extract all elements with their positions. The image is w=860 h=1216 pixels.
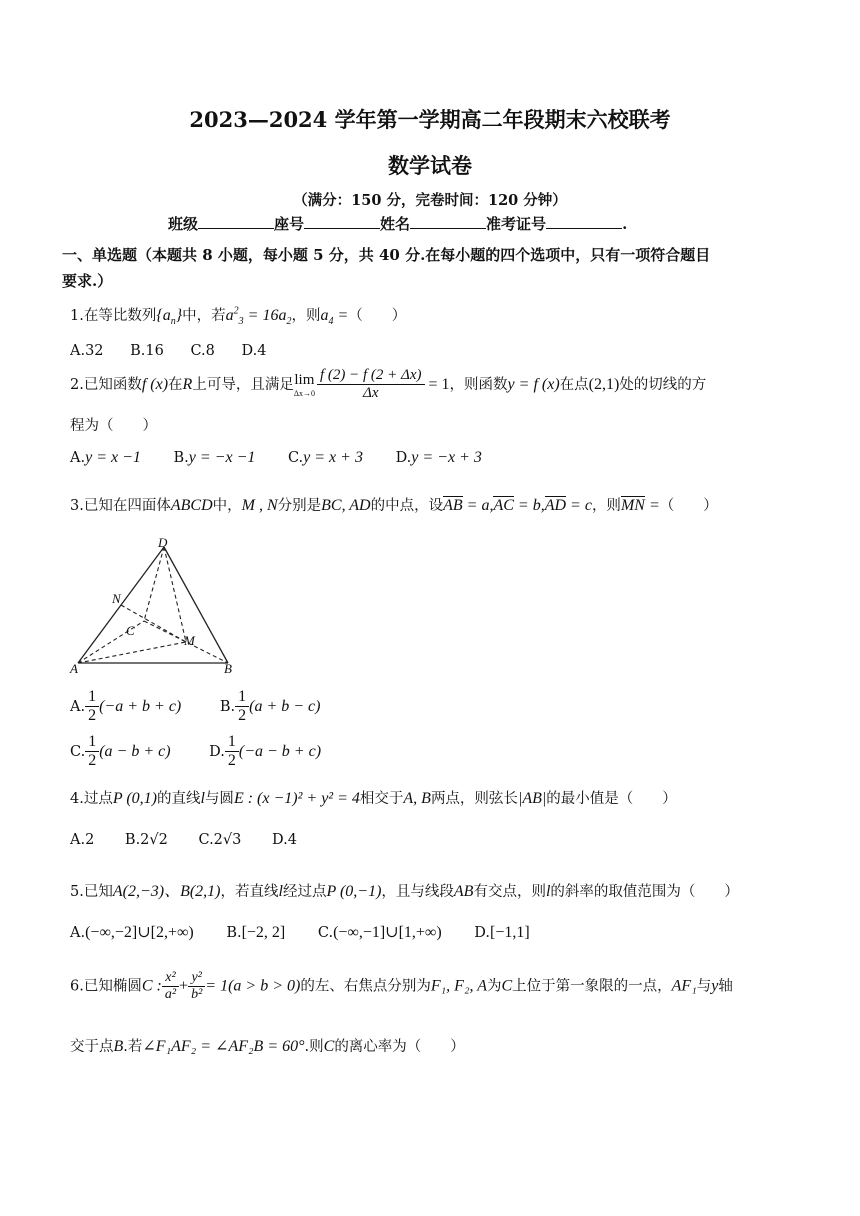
q6-C2: C (501, 977, 513, 995)
question-4 (70, 787, 677, 808)
field-seat-label: 座号 (274, 215, 305, 233)
q3-text-e: ，则 (591, 498, 621, 514)
name-blank[interactable] (410, 214, 486, 229)
q2-point: (2,1) (588, 375, 620, 393)
label-M: M (184, 633, 195, 648)
q3-option-b[interactable]: B. $\frac{1}{2}$ (a + b − c) (219, 688, 321, 725)
q5-text-c: 经过点 (282, 884, 327, 900)
field-end: . (622, 215, 628, 233)
q4-text-f: 的最小值是（ ） (546, 791, 677, 807)
q2-option-d[interactable]: D.y = −x + 3 (395, 449, 482, 466)
q1-option-d[interactable]: D.4 (241, 343, 267, 359)
q6-cond: = 1(a > b > 0) (205, 977, 301, 995)
q3-vectors: AB = a,AC = b,AD = c (443, 497, 592, 514)
q2-text-b: 在 (168, 376, 183, 393)
q2-line2: 程为（ ） (70, 418, 157, 434)
q4-options (70, 832, 297, 848)
q5-AB: AB (453, 883, 474, 900)
q4-text-e: 两点，则弦长 (430, 791, 518, 807)
q1-text-b: 中，若 (182, 308, 226, 324)
q5-text-d: ，且与线段 (381, 884, 454, 900)
q2-text-d: ，则函数 (449, 376, 508, 393)
q6-B: B (113, 1038, 124, 1055)
field-name-label: 姓名 (380, 215, 411, 233)
question-2 (70, 367, 706, 403)
q5-text-f: 的斜率的取值范围为（ ） (550, 884, 739, 900)
question-3 (70, 494, 718, 515)
q5-option-b[interactable]: B.[−2, 2] (226, 924, 286, 941)
q5-option-a[interactable]: A.(−∞,−2]∪[2,+∞) (70, 924, 194, 941)
question-1 (70, 304, 406, 327)
q2-text-c: 上可导，且满足 (192, 376, 294, 393)
q1-ask: $a_4$ = (320, 307, 349, 328)
label-C: C (126, 623, 135, 638)
q6-angle: ∠F₁AF₂ = ∠AF₂B = 60° (142, 1038, 305, 1055)
q6-AF: AF₁ (671, 977, 697, 995)
q3-text-c: 分别是 (277, 498, 322, 514)
seat-blank[interactable] (304, 214, 380, 229)
q6-C3: C (323, 1038, 335, 1055)
q4-text-a: 4.过点 (70, 791, 113, 807)
q4-option-d[interactable]: D.4 (272, 832, 297, 848)
q3-bcad: BC, AD (321, 497, 371, 514)
q3-text-b: 中， (212, 498, 242, 514)
q4-text-b: 的直线 (156, 791, 201, 807)
field-ticket-label: 准考证号 (486, 215, 547, 233)
q1-options (70, 343, 266, 359)
q4-P: P (0,1) (112, 790, 157, 807)
q6-text-c: 为 (486, 978, 502, 995)
q5-points: A(2,−3)、B(2,1) (112, 883, 221, 900)
q5-P: P (0,−1) (326, 883, 382, 900)
q3-options-row1 (70, 688, 320, 726)
tetrahedron-figure (60, 535, 250, 675)
field-class-label: 班级 (168, 215, 199, 233)
exam-subtitle: 数学试卷 (388, 153, 472, 178)
q6-line2 (70, 1035, 465, 1056)
q4-E: E : (x −1)² + y² = 4 (233, 790, 360, 807)
student-info-line (168, 213, 627, 234)
label-D: D (158, 535, 168, 550)
q6-F: F₁, F₂, A (430, 977, 487, 995)
q1-option-b[interactable]: B.16 (130, 343, 164, 359)
q2-option-c[interactable]: C.y = x + 3 (287, 449, 363, 466)
q2-f: f (x) (141, 375, 169, 393)
q2-option-b[interactable]: B.y = −x −1 (173, 449, 256, 466)
q6-line2-c: .则 (304, 1039, 324, 1055)
q5-option-c[interactable]: C.(−∞,−1]∪[1,+∞) (317, 924, 442, 941)
q1-text-a: 1.在等比数列 (70, 308, 157, 324)
q2-R: R (182, 375, 193, 393)
q6-text-d: 上位于第一象限的一点， (512, 978, 672, 995)
q4-text-d: 相交于 (359, 791, 404, 807)
ticket-blank[interactable] (546, 214, 622, 229)
q2-text-a: 2.已知函数 (70, 376, 142, 393)
exam-meta: （满分：150 分，完卷时间：120 分钟） (293, 192, 567, 209)
q4-l: l (200, 790, 205, 807)
q3-mn: M , N (241, 497, 278, 514)
q3-options-row2 (70, 733, 321, 771)
section-heading-line2: 要求.） (62, 272, 113, 290)
q3-option-c[interactable]: C. $\frac{1}{2}$ (a − b + c) (70, 733, 171, 770)
q3-text-a: 3.已知在四面体 (70, 498, 171, 514)
q4-option-b[interactable]: B.2√2 (124, 832, 168, 848)
q6-line2-b: .若 (123, 1039, 143, 1055)
q5-text-e: 有交点，则 (473, 884, 546, 900)
q3-option-a[interactable]: A. $\frac{1}{2}$ (−a + b + c) (70, 688, 182, 725)
label-B: B (224, 661, 232, 675)
q6-y: y (711, 977, 719, 995)
q4-option-c[interactable]: C.2√3 (198, 832, 242, 848)
q6-text-a: 6.已知椭圆 (70, 978, 142, 995)
q4-abs: |AB| (517, 790, 547, 807)
q1-seq: $\{a_n\}$ (156, 307, 183, 328)
q6-text-e: 与 (696, 978, 712, 995)
q6-line2-d: 的离心率为（ ） (334, 1039, 465, 1055)
q2-y: y = f (x) (507, 375, 560, 393)
q1-option-c[interactable]: C.8 (190, 343, 215, 359)
class-blank[interactable] (198, 214, 274, 229)
label-A: A (70, 661, 78, 675)
q6-plus: + (179, 977, 189, 995)
q6-text-f: 轴 (718, 978, 733, 995)
q3-paren: （ ） (659, 498, 718, 514)
q5-l: l (278, 883, 283, 900)
exam-title: 2023—2024 学年第一学期高二年段期末六校联考 (189, 107, 671, 132)
label-N: N (112, 591, 121, 606)
q5-options (70, 922, 530, 942)
q5-text-a: 5.已知 (70, 884, 113, 900)
q2-fraction: $\frac{f (2) - f (2 + \Delta x)}{\Delta x}$ (317, 367, 425, 403)
q3-abcd: ABCD (170, 497, 213, 514)
q6-line2-a: 交于点 (70, 1039, 114, 1055)
q5-option-d[interactable]: D.[−1,1] (474, 924, 530, 941)
q1-paren: （ ） (348, 308, 407, 324)
q5-l2: l (545, 883, 551, 900)
q5-text-b: ，若直线 (220, 884, 279, 900)
q4-AB: A, B (403, 790, 431, 807)
q3-mn-vector: MN = (620, 497, 660, 514)
q2-text-e: 在点 (559, 376, 589, 393)
q3-option-d[interactable]: D. $\frac{1}{2}$ (−a − b + c) (209, 733, 322, 770)
q1-condition: $a^2_3 = 16a_2$ (225, 305, 292, 328)
section-heading-line1: 一、单选题（本题共 8 小题，每小题 5 分，共 40 分.在每小题的四个选项中，只有一项符合题目 (62, 246, 711, 264)
question-6 (70, 970, 733, 1003)
q1-text-c: ，则 (291, 308, 321, 324)
q6-frac-x: $\frac{\text{x²}}{\text{a²}}$ (162, 970, 179, 1003)
q2-lim: lim Δx→0 (293, 371, 315, 398)
q3-text-d: 的中点，设 (370, 498, 444, 514)
q4-text-c: 与圆 (204, 791, 234, 807)
q2-options (70, 449, 482, 467)
q6-text-b: 的左、右焦点分别为 (300, 978, 431, 995)
q1-option-a[interactable]: A.32 (70, 343, 104, 359)
question-5 (70, 878, 739, 901)
q6-frac-y: $\frac{\text{y²}}{\text{b²}}$ (188, 970, 205, 1003)
q2-eq: = 1 (424, 375, 450, 393)
q6-C: C : (141, 977, 162, 995)
q2-text-f: 处的切线的方 (619, 376, 707, 393)
q2-option-a[interactable]: A.y = x −1 (70, 449, 141, 466)
q4-option-a[interactable]: A.2 (70, 832, 95, 848)
